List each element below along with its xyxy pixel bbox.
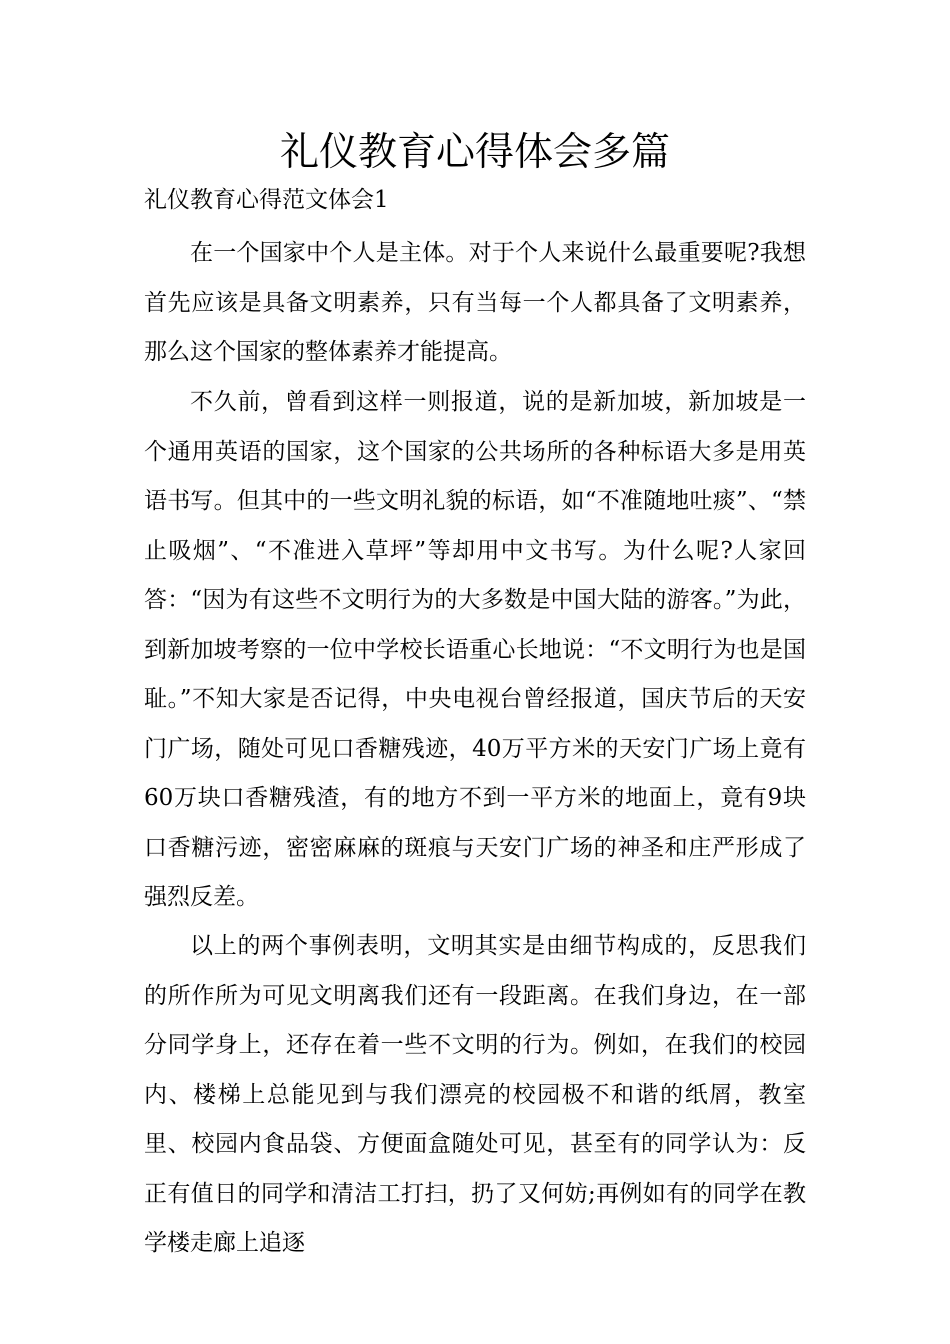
paragraph-2: 不久前，曾看到这样一则报道，说的是新加坡，新加坡是一个通用英语的国家，这个国家的公共场所的各种标语大多是用英语书写。但其中的一些文明礼貌的标语，如“不准随地吐痰”、“禁止吸烟”、“不准进入草坪”等却用中文书写。为什么呢?人家回答：“因为有这些不文明行为的大多数是中国大陆的游客。”为此，到新加坡考察的一位中学校长语重心长地说：“不文明行为也是国耻。”不知大家是否记得，中央电视台曾经报道，国庆节后的天安门广场，随处可见口香糖残迹，40万平方米的天安门广场上竟有60万块口香糖残渣，有的地方不到一平方米的地面上，竟有9块口香糖污迹，密密麻麻的斑痕与天安门广场的神圣和庄严形成了强烈反差。	[144, 389, 806, 910]
section-heading: 礼仪教育心得范文体会1	[144, 187, 389, 213]
paragraph-3: 以上的两个事例表明，文明其实是由细节构成的，反思我们的所作所为可见文明离我们还有一段距离。在我们身边，在一部分同学身上，还存在着一些不文明的行为。例如，在我们的校园内、楼梯上总能见到与我们漂亮的校园极不和谐的纸屑，教室里、校园内食品袋、方便面盒随处可见，甚至有的同学认为：反正有值日的同学和清洁工打扫，扔了又何妨;再例如有的同学在教学楼走廊上追逐	[144, 933, 806, 1256]
paragraph-1: 在一个国家中个人是主体。对于个人来说什么最重要呢?我想首先应该是具备文明素养，只有当每一个人都具备了文明素养，那么这个国家的整体素养才能提高。	[144, 240, 806, 365]
document-title: 礼仪教育心得体会多篇	[279, 130, 670, 175]
